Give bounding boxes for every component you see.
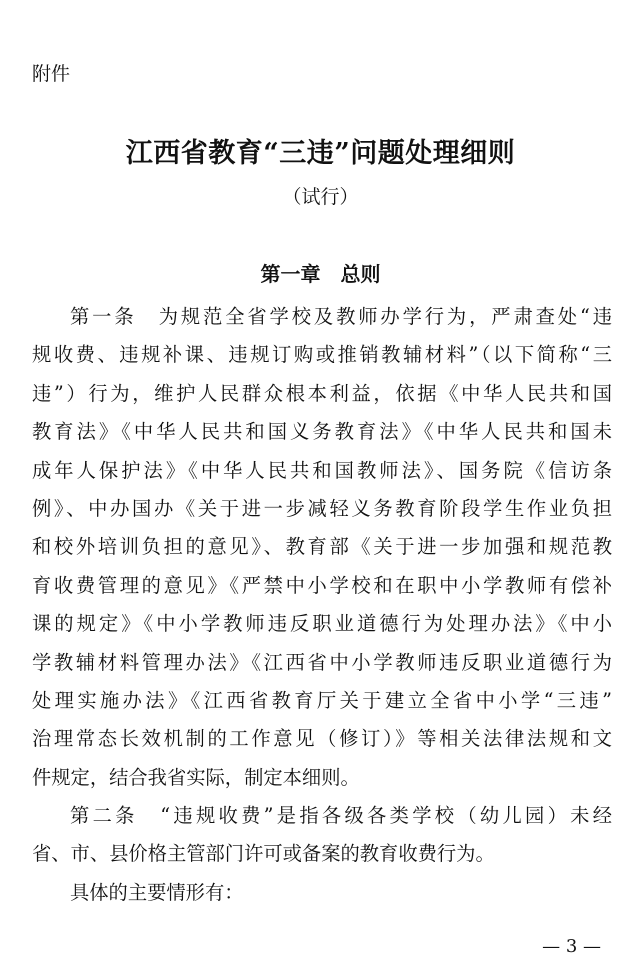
paragraph-line: 育收费管理的意见》《严禁中小学校和在职中小学教师有偿补 xyxy=(32,573,612,597)
document-subtitle: （试行） xyxy=(282,186,359,208)
paragraph-line: 件规定，结合我省实际，制定本细则。 xyxy=(32,765,360,789)
attachment-label: 附件 xyxy=(32,63,71,85)
paragraph-line: 治理常态长效机制的工作意见（修订）》等相关法律法规和文 xyxy=(32,727,612,751)
paragraph-line: 第一条 为规范全省学校及教师办学行为，严肃查处“违 xyxy=(70,305,612,328)
paragraph-line: 违”）行为，维护人民群众根本利益，依据《中华人民共和国 xyxy=(32,381,612,405)
paragraph-line: 和校外培训负担的意见》、教育部《关于进一步加强和规范教 xyxy=(32,535,612,559)
paragraph-line: 省、市、县价格主管部门许可或备案的教育收费行为。 xyxy=(32,842,495,866)
paragraph-line: 例》、中办国办《关于进一步减轻义务教育阶段学生作业负担 xyxy=(32,496,612,520)
chapter-heading: 第一章 总则 xyxy=(260,262,381,286)
body-text xyxy=(32,298,612,912)
document-title: 江西省教育“三违”问题处理细则 xyxy=(125,138,516,169)
paragraph-line: 课的规定》《中小学教师违反职业道德行为处理办法》《中小 xyxy=(32,612,612,636)
paragraph-line: 第二条 “违规收费”是指各级各类学校（幼儿园）未经 xyxy=(70,804,612,828)
paragraph-line: 处理实施办法》《江西省教育厅关于建立全省中小学“三违” xyxy=(32,688,612,712)
paragraph-line: 学教辅材料管理办法》《江西省中小学教师违反职业道德行为 xyxy=(32,650,612,674)
paragraph-line: 成年人保护法》《中华人民共和国教师法》、国务院《信访条 xyxy=(32,458,612,482)
paragraph-line: 具体的主要情形有： xyxy=(70,880,244,904)
paragraph-line: 规收费、违规补课、违规订购或推销教辅材料”（以下简称“三 xyxy=(32,343,612,367)
paragraph-line: 教育法》《中华人民共和国义务教育法》《中华人民共和国未 xyxy=(32,420,612,444)
page-number: — 3 — xyxy=(542,936,601,957)
